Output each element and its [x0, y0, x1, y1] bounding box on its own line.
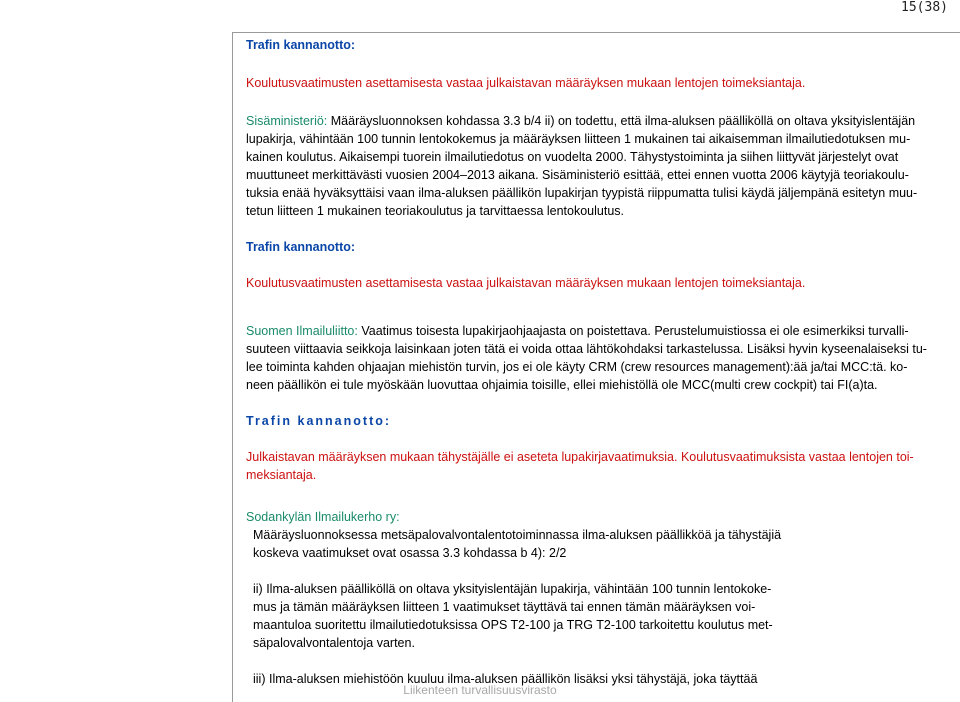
trafi-statement-heading-2: Trafin kannanotto: — [246, 240, 356, 254]
sodankyla-ii-line-1: ii) Ilma-aluksen päälliköllä on oltava yksityislentäjän lupakirja, vähintään 100 tunnin lentokoke- — [253, 582, 772, 596]
ministry-line-4: muuttuneet merkittävästi vuosien 2004–2013 aikana. Sisäministeriö esittää, ettei ennen vuotta 2006 käytyjä teoriakoulu- — [246, 168, 909, 182]
trafi-statement-text-2: Koulutusvaatimusten asettamisesta vastaa julkaistavan määräyksen mukaan lentojen toimeksiantaja. — [246, 276, 806, 290]
trafi-statement-text-3-line-2: meksiantaja. — [246, 468, 317, 482]
ministry-line-1: Määräysluonnoksen kohdassa 3.3 b/4 ii) on todettu, että ilma-aluksen päälliköllä on oltava yksityislentäjän — [327, 114, 916, 128]
sodankyla-line-1: Määräysluonnoksessa metsäpalovalvontalentotoiminnassa ilma-aluksen päällikköä ja tähystäjiä — [253, 528, 782, 542]
sodankyla-line-2: koskeva vaatimukset ovat osassa 3.3 kohdassa b 4): 2/2 — [253, 546, 567, 560]
sodankyla-ii-line-3: maantuloa suoritettu ilmailutiedotuksissa OPS T2-100 ja TRG T2-100 tarkoitettu koulutus met- — [253, 618, 773, 632]
sodankyla-iii-line-1: iii) Ilma-aluksen miehistöön kuuluu ilma-aluksen päällikön lisäksi yksi tähystäjä, joka täyttää — [253, 672, 758, 686]
ministry-line-6: tetun liitteen 1 mukainen teoriakoulutus ja tarvittaessa lentokoulutus. — [246, 204, 625, 218]
ministry-label: Sisäministeriö: — [246, 114, 328, 128]
ministry-line-3: kainen koulutus. Aikaisempi tuorein ilmailutiedotus on vuodelta 2000. Tähystystoiminta ja siihen liittyvät järjestelyt ovat — [246, 150, 899, 164]
sodankyla-ii-line-4: säpalovalvontalentoja varten. — [253, 636, 415, 650]
trafi-statement-text-1: Koulutusvaatimusten asettamisesta vastaa julkaistavan määräyksen mukaan lentojen toimeksiantaja. — [246, 76, 806, 90]
aviation-federation-line-4: neen päällikön ei tule myöskään luovuttaa ohjaimia toisille, ellei miehistöllä ole MCC(multi crew cockpit) tai FI(a)ta. — [246, 378, 878, 392]
aviation-federation-label: Suomen Ilmailuliitto: — [246, 324, 358, 338]
aviation-federation-line-2: suuteen viittaavia seikkoja laisinkaan joten tätä ei voida ottaa lähtökohdaksi tarkastelussa. Lisäksi hyvin kyseenalaiseksi tu- — [246, 342, 927, 356]
document-body — [246, 36, 946, 688]
aviation-federation-line-3: lee toiminta kahden ohjaajan miehistön turvin, jos ei ole käyty CRM (crew resources management):ää ja/tai MCC:tä. ko- — [246, 360, 908, 374]
page-number: 15(38) — [901, 0, 948, 15]
sodankyla-club-label: Sodankylän Ilmailukerho ry: — [246, 510, 400, 524]
ministry-line-2: lupakirja, vähintään 100 tunnin lentokokemus ja määräyksen liitteen 1 mukainen tai aikaisemman ilmailutiedotuksen mu- — [246, 132, 911, 146]
aviation-federation-comment — [246, 322, 946, 340]
trafi-statement-text-3-line-1: Julkaistavan määräyksen mukaan tähystäjälle ei aseteta lupakirjavaatimuksia. Koulutusvaatimuksista vastaa lentojen toi- — [246, 450, 914, 464]
ministry-line-5: tuksia enää hyväksyttäisi vaan ilma-aluksen päällikön lupakirjan tyypistä riippumatta tulisi käydä jäljempänä esitetyn muu- — [246, 186, 918, 200]
footer-agency-name: Liikenteen turvallisuusvirasto — [403, 683, 557, 697]
ministry-comment — [246, 112, 946, 130]
trafi-statement-heading-3: Trafin kannanotto: — [246, 414, 392, 428]
trafi-statement-heading-1: Trafin kannanotto: — [246, 38, 356, 52]
aviation-federation-line-1: Vaatimus toisesta lupakirjaohjaajasta on poistettava. Perustelumuistiossa ei ole esimerkiksi turvalli- — [357, 324, 909, 338]
sodankyla-ii-line-2: mus ja tämän määräyksen liitteen 1 vaatimukset täyttävä tai ennen tämän määräyksen voi- — [253, 600, 756, 614]
